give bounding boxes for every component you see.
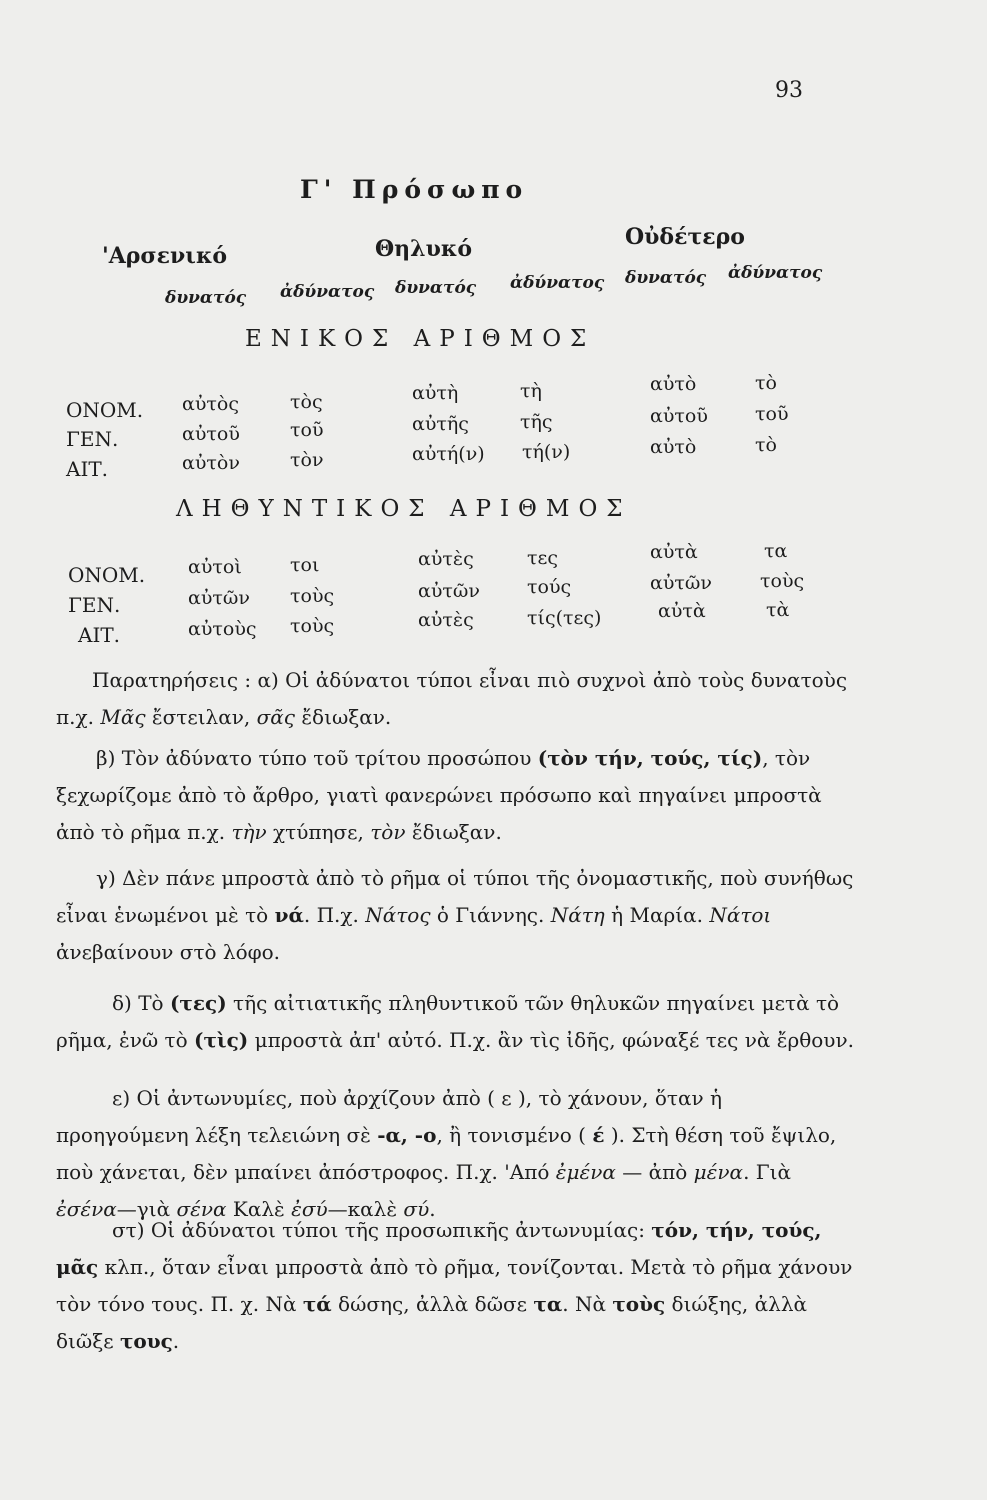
singular-heading: ΕΝΙΚΟΣ ΑΡΙΘΜΟΣ <box>245 326 596 352</box>
table-cell: τοι <box>290 554 320 576</box>
table-cell: τοῦ <box>290 419 324 441</box>
table-cell: τὸς <box>290 391 323 413</box>
table-cell: αὐτὰ <box>658 600 706 622</box>
table-cell: αὐτῆς <box>412 413 469 435</box>
col-header-m-weak: ἀδύνατος <box>280 282 375 302</box>
table-cell: τῆς <box>520 411 553 433</box>
table-cell: τή(ν) <box>522 441 571 463</box>
note-f: στ) Οἱ ἀδύνατοι τύποι τῆς προσωπικῆς ἀντωνυμίας: τόν, τήν, τούς, μᾶς κλπ., ὅταν εἶναι μπροστὰ ἀπὸ τὸ ρῆμα, τονίζονται. Μετὰ τὸ ρῆμα χάνουν τὸν τόνο τους. Π. χ. Νὰ τά δώσης, ἀλλὰ δῶσε τα. Νὰ τοὺς διώξης, ἀλλὰ διῶξε τους. <box>56 1218 853 1353</box>
col-header-n-strong: δυνατός <box>625 268 707 288</box>
gender-feminine: Θηλυκό <box>375 236 473 262</box>
section-title: Γ' Πρόσωπο <box>300 175 529 204</box>
table-cell: αὐτοὶ <box>188 556 242 578</box>
gender-neuter: Οὐδέτερο <box>625 224 745 250</box>
table-cell: τὴ <box>520 380 542 402</box>
table-cell: αὐτὸ <box>650 436 697 458</box>
table-cell: αὐτῶν <box>650 572 712 594</box>
table-cell: αὐτὸ <box>650 373 697 395</box>
table-cell: τὸ <box>755 372 777 394</box>
table-cell: αὐτή(ν) <box>412 443 485 465</box>
table-cell: αὐτὰ <box>650 541 698 563</box>
col-header-m-strong: δυνατός <box>165 288 247 308</box>
table-cell: αὐτὸς <box>182 393 239 415</box>
note-c: γ) Δὲν πάνε μπροστὰ ἀπὸ τὸ ρῆμα οἱ τύποι τῆς ὀνομαστικῆς, ποὺ συνήθως εἶναι ἑνωμένοι μὲ τὸ νά. Π.χ. Νάτος ὁ Γιάννης. Νάτη ἡ Μαρία. Νάτοι ἀνεβαίνουν στὸ λόφο. <box>56 866 854 964</box>
col-header-f-weak: ἀδύνατος <box>510 273 605 293</box>
note-e: ε) Οἱ ἀντωνυμίες, ποὺ ἀρχίζουν ἀπὸ ( ε ), τὸ χάνουν, ὅταν ἡ προηγούμενη λέξη τελειώνη σὲ -α, -ο, ἢ τονισμένο ( έ ). Στὴ θέση τοῦ ἔψιλο, ποὺ χάνεται, δὲν μπαίνει ἀπόστροφος. Π.χ. 'Από ἐμένα — ἀπὸ μένα. Γιὰ ἐσένα—γιὰ σένα Καλὲ ἐσύ—καλὲ σύ. <box>56 1086 837 1221</box>
col-header-f-strong: δυνατός <box>395 278 477 298</box>
table-cell: τοὺς <box>290 615 335 637</box>
table-cell: αὐτοὺς <box>188 618 257 640</box>
note-b: β) Τὸν ἀδύνατο τύπο τοῦ τρίτου προσώπου (τὸν τήν, τούς, τίς), τὸν ξεχωρίζομε ἀπὸ τὸ ἄρθρο, γιατὶ φανερώνει πρόσωπο καὶ πηγαίνει μπροστὰ ἀπὸ τὸ ρῆμα π.χ. τὴν χτύπησε, τὸν ἔδιωξαν. <box>56 746 822 844</box>
page-number: 93 <box>775 78 803 103</box>
table-cell: αὐτοῦ <box>650 405 708 427</box>
table-cell: τοὺς <box>760 570 805 592</box>
col-header-n-weak: ἀδύνατος <box>728 263 823 283</box>
gender-masculine: 'Αρσενικό <box>102 243 228 269</box>
case-label: ΓΕΝ. <box>66 427 119 451</box>
case-label: ΟΝΟΜ. <box>68 563 146 587</box>
case-label: ΓΕΝ. <box>68 593 121 617</box>
table-cell: αὐτὸν <box>182 452 240 474</box>
table-cell: τὸν <box>290 449 324 471</box>
case-label: ΑΙΤ. <box>78 623 121 647</box>
table-cell: αὐτὴ <box>412 382 459 404</box>
table-cell: τὰ <box>766 599 790 621</box>
table-cell: τίς(τες) <box>527 607 602 629</box>
case-label: ΑΙΤ. <box>66 457 109 481</box>
table-cell: τὸ <box>755 434 777 456</box>
table-cell: αὐτῶν <box>418 580 480 602</box>
table-cell: τα <box>764 540 788 562</box>
table-cell: αὐτοῦ <box>182 423 240 445</box>
table-cell: αὐτὲς <box>418 548 474 570</box>
table-cell: τούς <box>527 576 572 598</box>
table-cell: αὐτὲς <box>418 609 474 631</box>
case-label: ΟΝΟΜ. <box>66 398 144 422</box>
table-cell: τοῦ <box>755 403 789 425</box>
table-cell: αὐτῶν <box>188 587 250 609</box>
table-cell: τοὺς <box>290 585 335 607</box>
note-a: Παρατηρήσεις : α) Οἱ ἀδύνατοι τύποι εἶναι πιὸ συχνοὶ ἀπὸ τοὺς δυνατοὺς π.χ. Μᾶς ἔστειλαν, σᾶς ἔδιωξαν. <box>56 668 848 729</box>
note-d: δ) Τὸ (τες) τῆς αἰτιατικῆς πληθυντικοῦ τῶν θηλυκῶν πηγαίνει μετὰ τὸ ρῆμα, ἐνῶ τὸ (τὶς) μπροστὰ ἀπ' αὐτό. Π.χ. ἂν τὶς ἰδῆς, φώναξέ τες νὰ ἔρθουν. <box>56 991 854 1052</box>
plural-heading: ΛΗΘΥΝΤΙΚΟΣ ΑΡΙΘΜΟΣ <box>176 496 632 522</box>
table-cell: τες <box>527 547 558 569</box>
